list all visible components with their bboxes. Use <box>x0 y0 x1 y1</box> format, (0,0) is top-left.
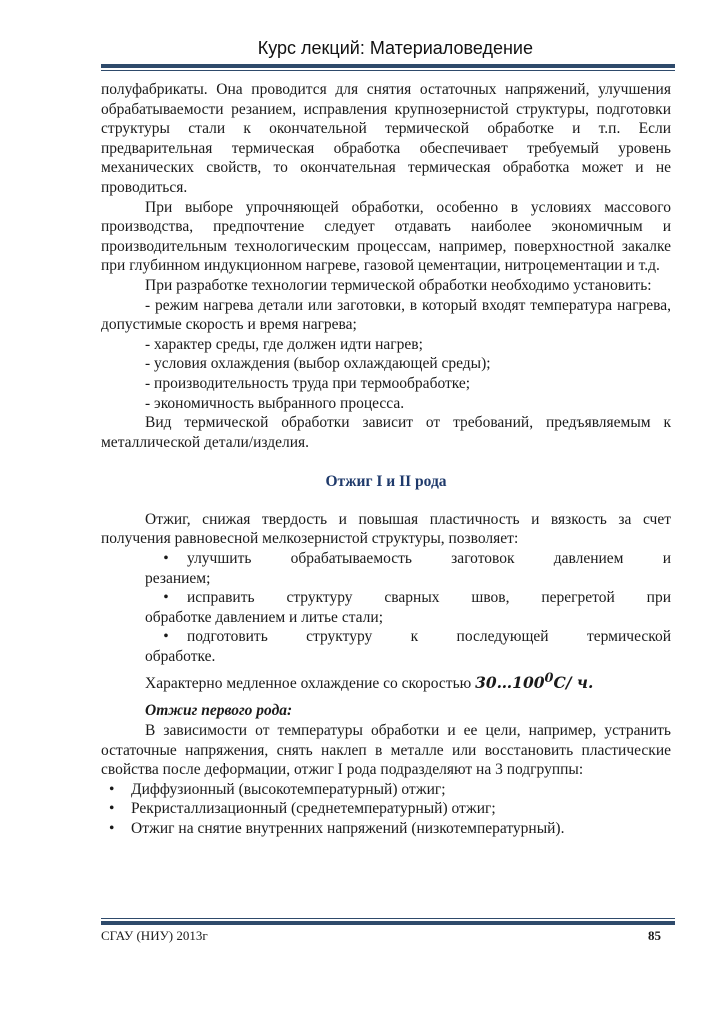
list-item: • Рекристаллизационный (среднетемпературный) отжиг; <box>109 800 496 818</box>
list-item: • Отжиг на снятие внутренних напряжений (низкотемпературный). <box>109 819 565 837</box>
subheading: Отжиг первого рода: <box>145 702 293 720</box>
bullet-item: • улучшить обрабатываемость заготовок давлением и резанием; <box>145 550 671 587</box>
dash-list-item: - характер среды, где должен идти нагрев; <box>145 335 423 353</box>
paragraph: полуфабрикаты. Она проводится для снятия остаточных напряжений, улучшения обрабатываемости резанием, исправления крупнозернистой структуры, подготовки структуры стали к окончательной термической обработке и т.п. Если предварительная термическая обработка обеспечивает требуемый уровень механических свойств, то окончательная термическая обработка может и не проводиться. <box>101 81 671 196</box>
dash-list-item: - режим нагрева детали или заготовки, в который входят температура нагрева, допустимые скорость и время нагрева; <box>101 296 671 334</box>
bullet-item: • исправить структуру сварных швов, перегретой при обработке давлением и литье стали; <box>145 589 671 626</box>
bullet-icon: • <box>109 780 115 798</box>
page-body <box>101 80 671 839</box>
header-rule-thick <box>101 64 675 68</box>
paragraph: В зависимости от температуры обработки и ее цели, например, устранить остаточные напряжения, снять наклеп в металле или восстановить пластические свойства после деформации, отжиг I рода подразделяют на 3 подгруппы: <box>101 721 671 779</box>
page-header-title: Курс лекций: Материаловедение <box>257 38 533 58</box>
bullet-icon: • <box>109 819 115 837</box>
dash-list-item: - производительность труда при термообработке; <box>145 374 471 392</box>
bullet-icon: • <box>163 589 169 607</box>
paragraph: Отжиг, снижая твердость и повышая пластичность и вязкость за счет получения равновесной мелкозернистой структуры, позволяет: <box>101 510 671 548</box>
dash-list-item: - экономичность выбранного процесса. <box>145 394 405 412</box>
header-rule-thin <box>101 70 675 71</box>
bullet-item: • подготовить структуру к последующей термической обработке. <box>145 628 671 666</box>
list-item: • Диффузионный (высокотемпературный) отжиг; <box>109 780 446 798</box>
footer-rule-thick <box>101 921 675 925</box>
formula: $30\dots 100^0С/$ ч. <box>475 670 594 692</box>
footer-institution: СГАУ (НИУ) 2013г <box>101 928 208 943</box>
bullet-icon: • <box>163 628 169 646</box>
section-title: Отжиг I и II рода <box>325 473 447 491</box>
dash-list-item: - условия охлаждения (выбор охлаждающей среды); <box>145 355 491 373</box>
footer-rule-thin <box>101 918 675 919</box>
page-number: 85 <box>648 928 661 943</box>
paragraph: При выборе упрочняющей обработки, особенно в условиях массового производства, предпочтение следует отдавать наиболее экономичным и производительным технологическим процессам, например, поверхностной закалке при глубинном индукционном нагреве, газовой цементации, нитроцементации и т.д. <box>101 198 671 275</box>
paragraph: При разработке технологии термической обработки необходимо установить: <box>145 276 652 294</box>
bullet-icon: • <box>109 800 115 818</box>
paragraph: Характерно медленное охлаждение со скоростью $30\dots 100^0С/$ ч. <box>145 670 594 692</box>
paragraph: Вид термической обработки зависит от требований, предъявляемым к металлической детали/изделия. <box>101 414 671 451</box>
annealing-types-list <box>101 780 671 839</box>
bullet-icon: • <box>163 550 169 568</box>
